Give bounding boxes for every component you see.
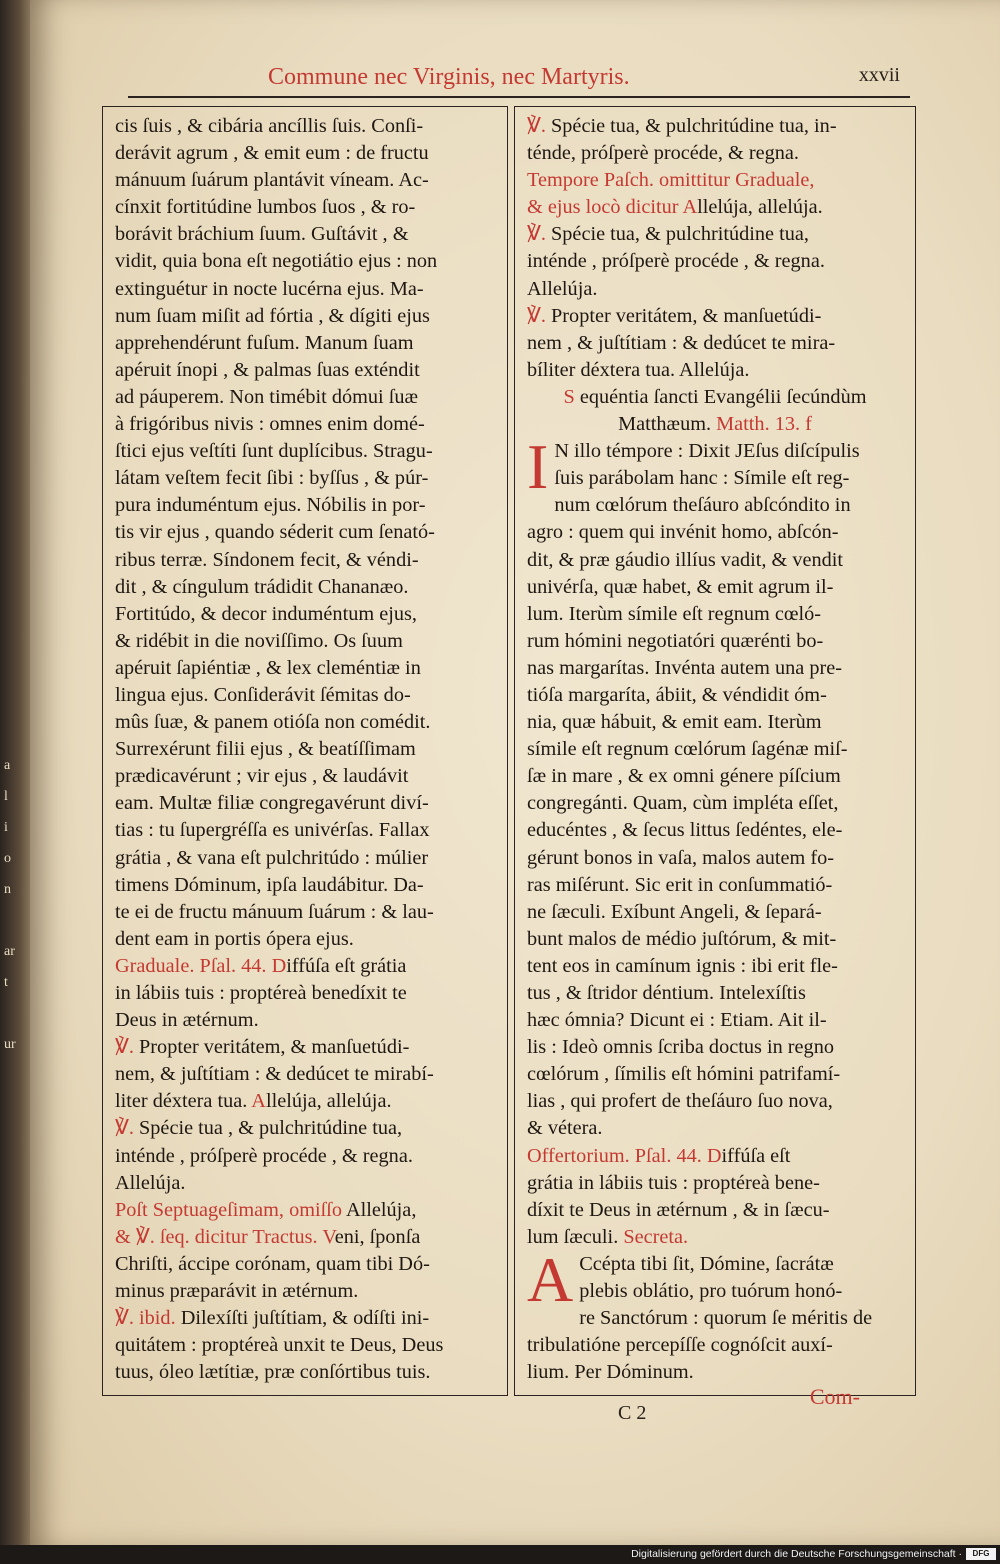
text-line: hæc ómnia? Dicunt ei : Etiam. Ait il-: [527, 1009, 827, 1032]
text-line: lias , qui profert de theſáuro ſuo nova,: [527, 1090, 833, 1113]
facing-page-letter: ur: [4, 1037, 16, 1052]
text-line: [115, 276, 495, 303]
text-line: [115, 574, 495, 601]
line-text: Fortitúdo, & decor induméntum ejus,: [115, 602, 417, 625]
text-line: N illo témpore : Dixit JEſus diſcípulis: [554, 440, 860, 463]
text-line: símile eſt regnum cœlórum ſagénæ miſ-: [527, 738, 848, 761]
text-line: tent eos in camínum ignis : ibi erit fle-: [527, 954, 838, 977]
facing-page-letter: t: [4, 975, 8, 990]
text-line: [527, 221, 903, 248]
text-line: plebis oblátio, pro tuórum honó-: [579, 1280, 843, 1303]
line-text: nem , & juſtítiam : & dedúcet te mira-: [527, 331, 836, 354]
line-text: apéruit ſapiéntiæ , & lex cleméntiæ in: [115, 656, 421, 679]
text-line: [115, 1251, 495, 1278]
line-text: Propter veritátem, & manſuetúdi-: [139, 1036, 410, 1059]
rubric-initial: D: [706, 1144, 722, 1167]
line-text: tuus, óleo lætítiæ, præ conſórtibus tuis.: [115, 1361, 431, 1384]
line-text: Allelúja.: [115, 1171, 186, 1194]
drop-capital: I: [527, 431, 549, 503]
line-text: quitátem : proptéreà unxit te Deus, Deus: [115, 1334, 444, 1357]
text-line: [115, 411, 495, 438]
line-text: minus præparávit in ætérnum.: [115, 1280, 359, 1303]
facing-page-letter: l: [4, 789, 8, 804]
text-line: [115, 682, 495, 709]
text-line: bunt malos de médio juſtórum, & mit-: [527, 927, 837, 950]
rubric-text: ℣.: [527, 304, 552, 327]
text-line: [115, 899, 495, 926]
text-line: ras miſérunt. Sic erit in conſummatió-: [527, 873, 833, 896]
text-line: cœlórum , ſímilis eſt hómini patrifamí-: [527, 1063, 841, 1086]
digitization-footer: [0, 1545, 1000, 1564]
text-line: [115, 1170, 495, 1197]
text-line: [115, 492, 495, 519]
text-line: tióſa margaríta, ábiit, & véndidit óm-: [527, 683, 827, 706]
line-text: mûs ſuæ, & panem otióſa non comédit.: [115, 711, 431, 734]
line-text: borávit bráchium ſuum. Guſtávit , &: [115, 223, 409, 246]
text-line: [527, 411, 903, 438]
drop-capital: A: [527, 1243, 574, 1315]
text-line: [115, 221, 495, 248]
text-line: agro : quem qui invénit homo, abſcón-: [527, 521, 839, 544]
dfg-logo: DFG: [966, 1548, 996, 1560]
line-text: in lábiis tuis : proptéreà benedíxit te: [115, 982, 407, 1004]
rubric-text: Matth. 13. f: [716, 413, 812, 436]
text-line: ſæ in mare , & ex omni génere píſcium: [527, 765, 841, 788]
text-line: [115, 1332, 495, 1359]
text-line: [527, 113, 903, 140]
text-line: [115, 303, 495, 330]
text-line: [527, 1170, 903, 1197]
text-line: [115, 628, 495, 655]
text-line: [527, 384, 903, 411]
line-text: te ei de fructu mánuum ſuárum : & lau-: [115, 900, 434, 923]
rubric-initial: A: [682, 196, 698, 219]
left-column-text: [115, 113, 495, 1389]
text-line: [115, 1061, 495, 1088]
text-line: [115, 1224, 495, 1251]
line-text: llelúja, allelúja.: [265, 1090, 392, 1113]
text-line: [115, 709, 495, 736]
line-text: ad páuperem. Non timébit dómui ſuæ: [115, 385, 419, 408]
text-line: lis : Ideò omnis ſcriba doctus in regno: [527, 1036, 834, 1059]
text-line: [115, 1115, 495, 1142]
text-line: ſuis parábolam hanc : Símile eſt reg-: [554, 467, 850, 490]
text-line: nia, quæ hábuit, & emit eam. Iterùm: [527, 711, 822, 734]
line-text: lingua ejus. Conſiderávit ſémitas do-: [115, 683, 411, 706]
text-line: [115, 763, 495, 790]
text-line: [527, 1143, 903, 1170]
line-text: tis vir ejus , quando séderit cum ſenató-: [115, 521, 435, 544]
text-line: [115, 248, 495, 275]
text-line: [115, 1034, 495, 1061]
line-text: ſtici ejus veſtíti ſunt duplícibus. Stragu-: [115, 440, 433, 463]
text-line: tribulatióne percepíſſe cognóſcit auxí-: [527, 1334, 833, 1357]
text-line: [115, 1305, 495, 1332]
rubric-text: & ejus locò dicitur: [527, 196, 683, 219]
line-text: lum ſæculi.: [527, 1225, 624, 1248]
text-line: [115, 1278, 495, 1305]
line-text: Surrexérunt filii ejus , & beatíſſimam: [115, 738, 416, 761]
text-line: congregánti. Quam, cùm impléta eſſet,: [527, 792, 839, 815]
text-line: [115, 167, 495, 194]
line-text: Propter veritátem, & manſuetúdi-: [551, 304, 822, 327]
text-line: [115, 384, 495, 411]
rubric-text: & ℣. ſeq. dicitur Tractus.: [115, 1225, 323, 1248]
line-text: extinguétur in nocte lucérna ejus. Ma-: [115, 277, 424, 300]
line-text: Allelúja,: [345, 1198, 417, 1221]
facing-page-letters: [4, 750, 18, 1060]
text-line: [115, 1007, 495, 1034]
text-line: [115, 1088, 495, 1115]
head-rule: [128, 96, 910, 98]
line-text: llelúja, allelúja.: [697, 196, 823, 219]
line-text: grátia , & vana eſt pulchritúdo : múlier: [115, 846, 429, 869]
text-line: [527, 276, 903, 303]
line-text: equéntia ſancti Evangélii ſecúndùm: [574, 385, 867, 408]
facing-page-letter: o: [4, 851, 11, 866]
book-page: [30, 0, 1000, 1545]
footer-credit: Digitalisierung gefördert durch die Deutsche Forschungsgemeinschaft ·: [631, 1548, 962, 1560]
text-line: [115, 140, 495, 167]
line-text: Allelúja.: [527, 277, 598, 300]
text-line: [115, 980, 495, 1007]
line-text: prædicavérunt ; vir ejus , & laudávit: [115, 765, 409, 788]
text-line: educéntes , & ſecus littus ſedéntes, ele-: [527, 819, 843, 842]
line-text: díxit te Deus in ætérnum , & in ſæcu-: [527, 1198, 830, 1221]
line-text: liter déxtera tua.: [115, 1090, 252, 1113]
text-line: [115, 790, 495, 817]
rubric-text: Tempore Paſch. omittitur Graduale,: [527, 169, 815, 192]
text-line: [115, 465, 495, 492]
text-line: [115, 1143, 495, 1170]
running-head: [260, 62, 900, 98]
text-line: [527, 167, 903, 194]
line-text: dent eam in portis ópera ejus.: [115, 927, 354, 950]
text-line: [527, 1224, 903, 1251]
text-line: num cœlórum theſáuro abſcóndito in: [554, 494, 851, 517]
line-text: Matthæum.: [618, 413, 717, 436]
rubric-text: ℣.: [115, 1117, 140, 1140]
rubric-text: Graduale. Pſal. 44.: [115, 954, 272, 977]
line-text: ténde, próſperè procéde, & regna.: [527, 142, 799, 165]
signature-mark: C 2: [618, 1402, 647, 1424]
line-text: iffúſa eſt grátia: [286, 954, 407, 977]
text-line: [115, 113, 495, 140]
text-line: [527, 357, 903, 384]
text-line: nas margarítas. Invénta autem una pre-: [527, 656, 842, 679]
line-text: vidit, quia bona eſt negotiátio ejus : non: [115, 250, 438, 273]
rubric-text: ℣.: [527, 115, 552, 137]
text-line: [115, 872, 495, 899]
line-text: dit , & cíngulum trádidit Chananæo.: [115, 575, 409, 598]
line-text: mánuum ſuárum plantávit víneam. Ac-: [115, 169, 429, 192]
text-line: [527, 303, 903, 330]
line-text: derávit agrum , & emit eum : de fructu: [115, 142, 429, 165]
text-line: [115, 926, 495, 953]
rubric-text: Offertorium. Pſal. 44.: [527, 1144, 707, 1167]
rubric-text: ℣.: [115, 1036, 140, 1059]
line-text: Spécie tua, & pulchritúdine tua,: [551, 223, 809, 246]
text-line: [115, 953, 495, 980]
line-text: à frigóribus nivis : omnes enim domé-: [115, 413, 425, 436]
line-text: nem, & juſtítiam : & dedúcet te mirabí-: [115, 1063, 434, 1086]
line-text: & ridébit in die noviſſimo. Os ſuum: [115, 629, 403, 652]
facing-page-letter: n: [4, 882, 11, 897]
text-line: ne ſæculi. Exíbunt Angeli, & ſepará-: [527, 900, 822, 923]
rubric-initial: D: [271, 954, 287, 977]
line-text: eni, ſponſa: [334, 1225, 421, 1248]
text-line: lium. Per Dóminum.: [527, 1361, 694, 1384]
text-line: univérſa, quæ habet, & emit agrum il-: [527, 575, 834, 598]
line-text: cis ſuis , & cibária ancíllis ſuis. Conſi-: [115, 115, 424, 137]
line-text: ribus terræ. Síndonem fecit, & véndi-: [115, 548, 419, 571]
catchword: Com-: [809, 1384, 860, 1409]
facing-page-letter: [4, 905, 18, 936]
line-text: inténde , próſperè procéde , & regna.: [115, 1144, 413, 1167]
text-line: rum hómini negotiatóri quærénti bo-: [527, 629, 824, 652]
line-text: Chriſti, áccipe corónam, quam tibi Dó-: [115, 1252, 430, 1275]
text-line: re Sanctórum : quorum ſe méritis de: [579, 1307, 873, 1330]
text-line: gérunt bonos in vaſa, malos autem fo-: [527, 846, 834, 869]
folio-number: xxvii: [858, 64, 900, 86]
text-line: [527, 1197, 903, 1224]
text-line: [115, 845, 495, 872]
line-text: Spécie tua , & pulchritúdine tua,: [139, 1117, 403, 1140]
line-text: num ſuam miſit ad fórtia , & dígiti ejus: [115, 304, 430, 327]
running-head-title: Commune nec Virginis, nec Martyris.: [268, 64, 630, 90]
facing-page-letter: [4, 998, 18, 1029]
line-text: apprehendérunt fuſum. Manum ſuam: [115, 331, 414, 354]
rubric-initial: A: [251, 1090, 266, 1113]
text-line: [115, 601, 495, 628]
secreta-paragraph: [527, 1243, 903, 1386]
line-text: látam veſtem fecit ſibi : byſſus , & púr-: [115, 467, 429, 490]
line-text: Dilexíſti juſtítiam, & odíſti ini-: [180, 1307, 430, 1330]
text-line: [115, 330, 495, 357]
text-line: Ccépta tibi ſit, Dómine, ſacrátæ: [579, 1252, 834, 1275]
line-text: eam. Multæ filiæ congregavérunt diví-: [115, 792, 429, 815]
rubric-text: Poſt Septuageſimam, omiſſo: [115, 1198, 346, 1221]
rubric-text: Secreta.: [623, 1225, 689, 1248]
line-text: Spécie tua, & pulchritúdine tua, in-: [551, 115, 837, 137]
right-column: [514, 106, 916, 1396]
gospel-paragraph: [527, 431, 903, 1142]
facing-page-letter: i: [4, 820, 8, 835]
text-line: [115, 438, 495, 465]
rubric-text: ℣. ibid.: [115, 1307, 181, 1330]
line-text: bíliter déxtera tua. Allelúja.: [527, 358, 750, 381]
text-line: [115, 736, 495, 763]
text-line: lum. Iterùm símile eſt regnum cœló-: [527, 602, 822, 625]
text-line: [115, 655, 495, 682]
rubric-text: S: [563, 385, 575, 408]
text-line: tus , & ſtridor déntium. Intelexíſtis: [527, 982, 806, 1004]
line-text: tias : tu ſupergréſſa es univérſas. Fallax: [115, 819, 430, 842]
text-line: dit, & præ gáudio illíus vadit, & vendit: [527, 548, 844, 571]
line-text: Deus in ætérnum.: [115, 1009, 259, 1032]
text-line: [115, 817, 495, 844]
text-line: [527, 330, 903, 357]
facing-page-letter: a: [4, 758, 11, 773]
rubric-initial: V: [322, 1225, 335, 1248]
text-line: [115, 194, 495, 221]
text-line: [115, 547, 495, 574]
rubric-text: ℣.: [527, 223, 552, 246]
text-line: [115, 357, 495, 384]
text-line: [527, 140, 903, 167]
text-line: [115, 1359, 495, 1386]
line-text: pura induméntum ejus. Nóbilis in por-: [115, 494, 426, 517]
text-line: [115, 519, 495, 546]
line-text: inténde , próſperè procéde , & regna.: [527, 250, 825, 273]
line-text: iffúſa eſt: [721, 1144, 791, 1167]
text-line: [115, 1197, 495, 1224]
text-line: [527, 194, 903, 221]
right-column-text: [527, 113, 903, 1389]
text-line: & vétera.: [527, 1117, 603, 1140]
text-line: [527, 248, 903, 275]
line-text: grátia in lábiis tuis : proptéreà bene-: [527, 1171, 820, 1194]
left-column: [102, 106, 508, 1396]
facing-page-letter: ar: [4, 944, 15, 959]
line-text: apéruit ínopi , & palmas ſuas exténdit: [115, 358, 420, 381]
line-text: timens Dóminum, ipſa laudábitur. Da-: [115, 873, 424, 896]
line-text: cínxit fortitúdine lumbos ſuos , & ro-: [115, 196, 416, 219]
